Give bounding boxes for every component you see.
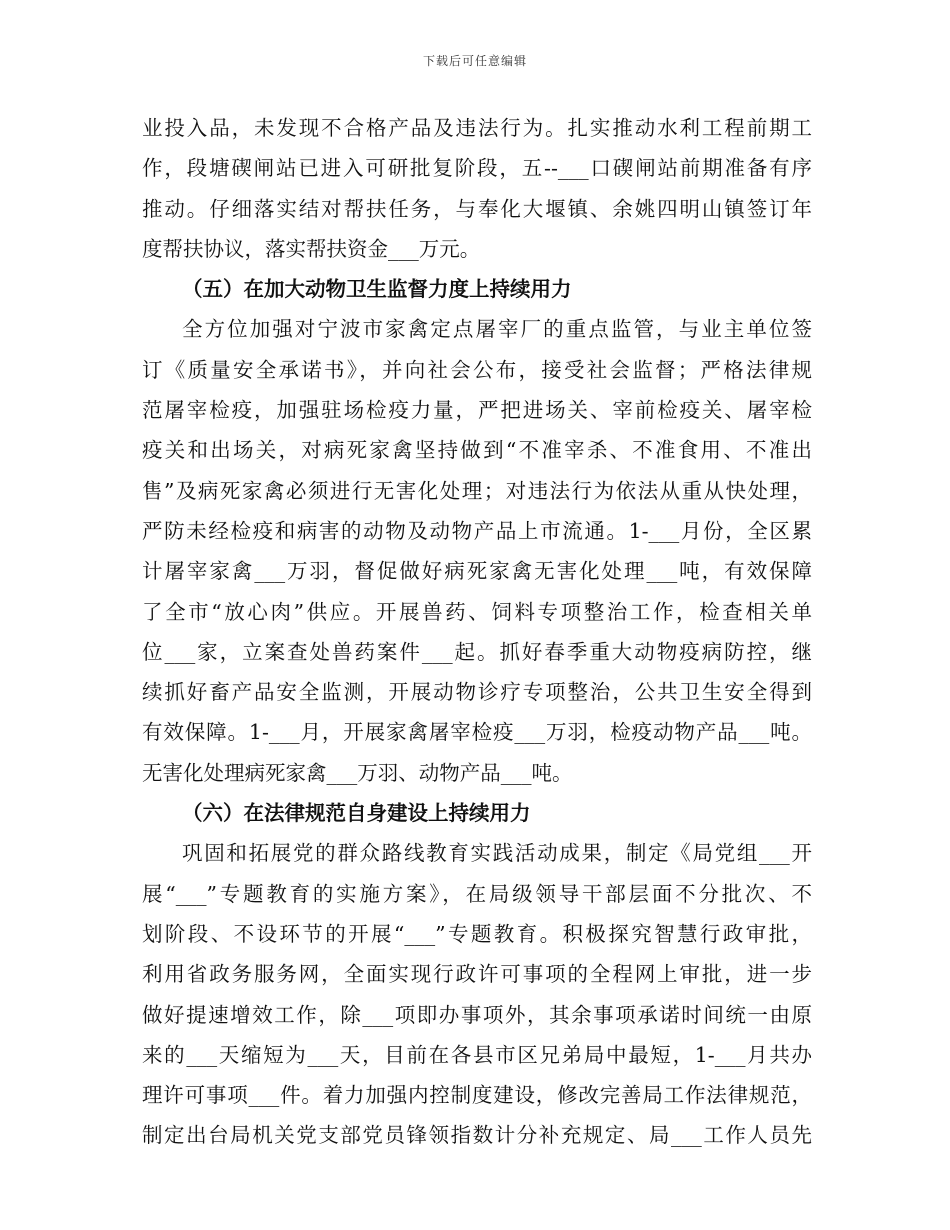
page-header-note: 下载后可任意编辑: [422, 54, 527, 68]
paragraph-line: 位___家，立案查处兽药案件___起。抓好春季重大动物疫病防控，继: [142, 639, 812, 664]
document-body: [142, 108, 812, 1156]
paragraph-line: 利用省政务服务网，全面实现行政许可事项的全程网上审批，进一步: [142, 962, 812, 987]
paragraph-line: 来的___天缩短为___天，目前在各县市区兄弟局中最短，1-___月共办: [142, 1042, 812, 1067]
paragraph-line: 业投入品，未发现不合格产品及违法行为。扎实推动水利工程前期工: [142, 116, 812, 140]
paragraph-line: 划阶段、不设环节的开展“___”专题教育。积极探究智慧行政审批，: [142, 921, 812, 946]
paragraph-line: 有效保障。1-___月，开展家禽屠宰检疫___万羽，检疫动物产品___吨。: [142, 720, 812, 745]
paragraph-line: 巩固和拓展党的群众路线教育实践活动成果，制定《局党组___开: [182, 841, 812, 866]
paragraph-line: 推动。仔细落实结对帮扶任务，与奉化大堰镇、余姚四明山镇签订年: [142, 196, 812, 221]
paragraph-line: 展“___”专题教育的实施方案》，在局级领导干部层面不分批次、不: [142, 881, 812, 906]
paragraph-line: 度帮扶协议，落实帮扶资金___万元。: [142, 236, 481, 261]
paragraph-line: 范屠宰检疫，加强驻场检疫力量，严把进场关、宰前检疫关、屠宰检: [142, 398, 812, 423]
paragraph-line: 了全市“放心肉”供应。开展兽药、饲料专项整治工作，检查相关单: [142, 599, 812, 624]
paragraph-line: 续抓好畜产品安全监测，开展动物诊疗专项整治，公共卫生安全得到: [142, 680, 812, 705]
paragraph-line: 做好提速增效工作，除___项即办事项外，其余事项承诺时间统一由原: [142, 1002, 812, 1027]
paragraph-line: 全方位加强对宁波市家禽定点屠宰厂的重点监管，与业主单位签: [182, 317, 812, 342]
section-heading-5: （五）在加大动物卫生监督力度上持续用力: [182, 277, 572, 302]
paragraph-line: 订《质量安全承诺书》，并向社会公布，接受社会监督；严格法律规: [142, 357, 812, 382]
section-heading-6: （六）在法律规范自身建设上持续用力: [182, 801, 531, 826]
paragraph-line: 售”及病死家禽必须进行无害化处理；对违法行为依法从重从快处理，: [142, 478, 812, 503]
paragraph-line: 严防未经检疫和病害的动物及动物产品上市流通。1-___月份，全区累: [142, 518, 812, 543]
paragraph-line: 无害化处理病死家禽___万羽、动物产品___吨。: [142, 760, 573, 785]
paragraph-line: 疫关和出场关，对病死家禽坚持做到“不准宰杀、不准食用、不准出: [142, 438, 812, 463]
paragraph-line: 作，段塘碶闸站已进入可研批复阶段，五--___口碶闸站前期准备有序: [142, 156, 812, 181]
paragraph-line: 理许可事项___件。着力加强内控制度建设，修改完善局工作法律规范，: [142, 1083, 812, 1108]
paragraph-line: 制定出台局机关党支部党员锋领指数计分补充规定、局___工作人员先: [142, 1123, 812, 1148]
paragraph-line: 计屠宰家禽___万羽，督促做好病死家禽无害化处理___吨，有效保障: [142, 559, 812, 584]
